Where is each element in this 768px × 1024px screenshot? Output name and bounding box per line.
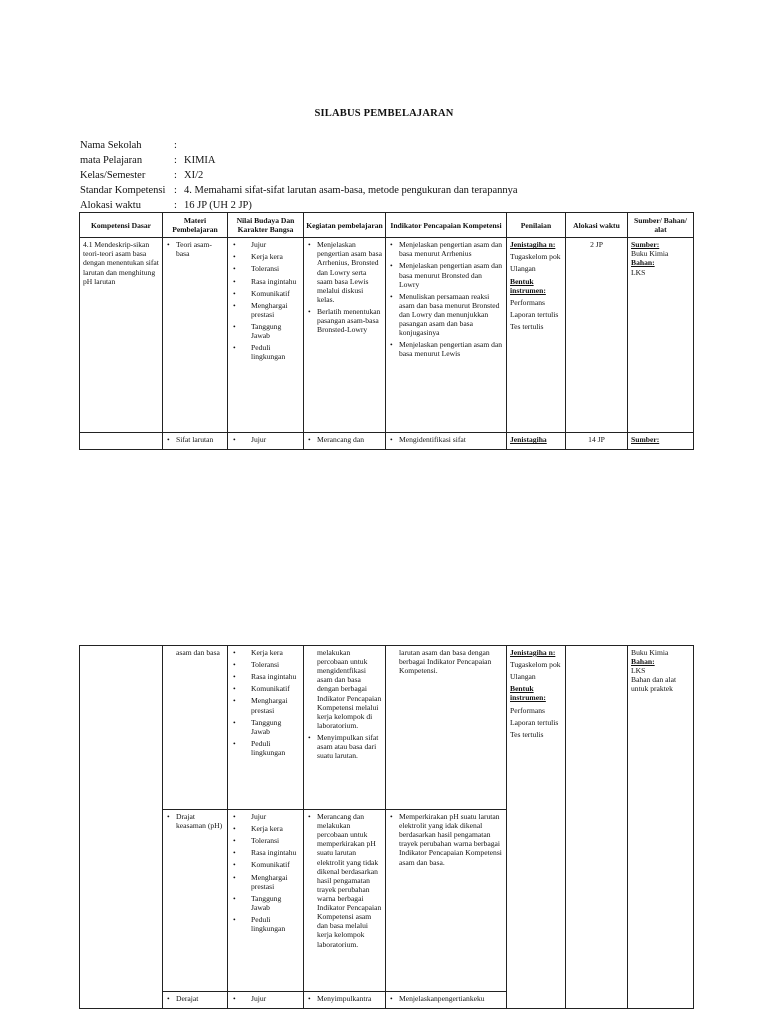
cell-indikator [386, 992, 507, 1009]
cell-penilaian [507, 433, 566, 450]
material-extra: Bahan dan alat untuk praktek [631, 675, 677, 694]
list-item: • Menjelaskan pengertian asam basa Arrhenius, Bronsted dan Lowry serta saam basa Lewis melalui diskusi kelas. [317, 240, 382, 304]
list-item: • Toleransi [251, 660, 300, 669]
table-row [80, 433, 694, 450]
list-item: • Teori asam-basa [176, 240, 224, 258]
cell-indikator [386, 433, 507, 450]
list-item: • Menjelaskan pengertian asam dan basa menurut Bronsted dan Lowry [399, 261, 503, 288]
meta-value: KIMIA [184, 155, 216, 166]
cell-alokasi: 14 JP [566, 433, 628, 450]
activity-text: melakukan percobaan untuk mengidentfikasi asam dan basa dengan berbagai Indikator Pencapaian Kompetensi melalui kerja kelompok di laboratorium. [317, 648, 382, 730]
assessment-item: Tugaskelom pok [510, 660, 561, 670]
table-row [80, 238, 694, 433]
cell-kegiatan [304, 810, 386, 992]
document-metadata [80, 138, 518, 213]
cell-kegiatan [304, 238, 386, 433]
cell-nilai [228, 992, 304, 1009]
assessment-item: Ulangan [510, 264, 536, 274]
source-label: Sumber: [631, 435, 660, 445]
material-value: LKS [631, 267, 646, 277]
assessment-type-label: Jenistagiha n: [510, 240, 556, 250]
assessment-item: Ulangan [510, 672, 536, 682]
cell-alokasi: 2 JP [566, 238, 628, 433]
list-item: • Tanggung Jawab [251, 322, 300, 340]
cell-sumber [628, 238, 694, 433]
instrument-item: Performans [510, 297, 546, 307]
list-item: • Rasa ingintahu [251, 277, 300, 286]
cell-sumber [628, 646, 694, 1009]
cell-materi [163, 238, 228, 433]
meta-row-class [80, 168, 518, 183]
list-item: • Memperkirakan pH suatu larutan elektrolit yang idak dikenal berdasarkan hasil pengamatan trayek perubahan warna berbagai Indikator Pencapaian Kompetensi asam dan basa. [399, 812, 503, 867]
list-item: • Menyimpulkantra [317, 994, 382, 1003]
cell-nilai [228, 238, 304, 433]
cell-nilai [228, 646, 304, 810]
cell-materi [163, 810, 228, 992]
header-materi: Materi Pembelajaran [163, 213, 228, 238]
list-item: • Derajat [176, 994, 224, 1003]
table-header-row [80, 213, 694, 238]
assessment-item: Tugaskelom pok [510, 252, 561, 262]
meta-row-school [80, 138, 518, 153]
cell-materi [163, 433, 228, 450]
list-item: • Komunikatif [251, 860, 300, 869]
material-value: LKS [631, 666, 646, 676]
list-item: • Sifat larutan [176, 435, 224, 444]
list-item: • Rasa ingintahu [251, 672, 300, 681]
instrument-item: Tes tertulis [510, 321, 544, 331]
meta-label: Kelas/Semester [80, 170, 146, 181]
cell-nilai [228, 810, 304, 992]
cell-materi: asam dan basa [163, 646, 228, 810]
header-penilaian: Penilaian [507, 213, 566, 238]
cell-kegiatan [304, 433, 386, 450]
list-item: • Merancang dan melakukan percobaan untuk memperkirakan pH suatu larutan elektrolit yang tidak dikenal berdasarkan hasil pengamatan trayek perubahan warna berbagai Indikator Pencapaian Kompetensi asam dan basa melalui kerja kelompok laboratorium. [317, 812, 382, 949]
list-item: • Tanggung Jawab [251, 894, 300, 912]
list-item: • Merancang dan [317, 435, 382, 444]
list-item: • Menyimpulkan sifat asam atau basa dari suatu larutan. [317, 733, 382, 760]
meta-value: 16 JP (UH 2 JP) [184, 200, 252, 211]
header-kompetensi-dasar: Kompetensi Dasar [80, 213, 163, 238]
meta-colon: : [174, 155, 177, 166]
cell-alokasi [566, 646, 628, 1009]
cell-materi [163, 992, 228, 1009]
cell-kegiatan [304, 992, 386, 1009]
header-kegiatan: Kegiatan pembelajaran [304, 213, 386, 238]
instrument-item: Performans [510, 705, 546, 715]
list-item: • Tanggung Jawab [251, 718, 300, 736]
list-item: • Berlatih menentukan pasangan asam-basa Bronsted-Lowry [317, 307, 382, 334]
meta-label: mata Pelajaran [80, 155, 143, 166]
header-sumber: Sumber/ Bahan/ alat [628, 213, 694, 238]
meta-row-time [80, 198, 518, 213]
list-item: • Rasa ingintahu [251, 848, 300, 857]
list-item: • Peduli lingkungan [251, 915, 300, 933]
meta-row-standard [80, 183, 518, 198]
list-item: • Kerja kera [251, 252, 300, 261]
instrument-item: Tes tertulis [510, 729, 544, 739]
list-item: • Jujur [251, 240, 300, 249]
list-item: • Mengidentifikasi sifat [399, 435, 503, 444]
source-label: Sumber: [631, 240, 660, 250]
meta-colon: : [174, 170, 177, 181]
meta-colon: : [174, 140, 177, 151]
header-indikator: Indikator Pencapaian Kompetensi [386, 213, 507, 238]
material-label: Bahan: [631, 657, 655, 667]
list-item: • Menuliskan persamaan reaksi asam dan basa menurut Bronsted dan Lowry dan menunjukkan pasangan asam dan basa konjugasinya [399, 292, 503, 338]
syllabus-table-continued [79, 645, 694, 1009]
cell-penilaian [507, 646, 566, 1009]
list-item: • Menghargai prestasi [251, 696, 300, 714]
meta-row-subject [80, 153, 518, 168]
list-item: • Peduli lingkungan [251, 343, 300, 361]
meta-label: Standar Kompetensi [80, 185, 166, 196]
list-item: • Jujur [251, 435, 300, 444]
cell-indikator [386, 810, 507, 992]
meta-value: XI/2 [184, 170, 204, 181]
list-item: • Peduli lingkungan [251, 739, 300, 757]
list-item: • Jujur [251, 812, 300, 821]
instrument-item: Laporan tertulis [510, 717, 559, 727]
list-item: • Toleransi [251, 264, 300, 273]
list-item: • Komunikatif [251, 289, 300, 298]
list-item: • Menghargai prestasi [251, 873, 300, 891]
page-title: SILABUS PEMBELAJARAN [314, 108, 454, 119]
list-item: • Menghargai prestasi [251, 301, 300, 319]
cell-kompetensi-dasar [80, 646, 163, 1009]
header-alokasi: Alokasi waktu [566, 213, 628, 238]
header-nilai-budaya: Nilai Budaya Dan Karakter Bangsa [228, 213, 304, 238]
meta-label: Nama Sekolah [80, 140, 142, 151]
meta-value: 4. Memahami sifat-sifat larutan asam-basa, metode pengukuran dan terapannya [184, 185, 518, 196]
cell-indikator: larutan asam dan basa dengan berbagai Indikator Pencapaian Kompetensi. [386, 646, 507, 810]
cell-nilai [228, 433, 304, 450]
list-item: • Kerja kera [251, 824, 300, 833]
list-item: • Menjelaskan pengertian asam dan basa menurut Lewis [399, 340, 503, 358]
instrument-label: Bentuk instrumen: [510, 276, 546, 295]
meta-colon: : [174, 185, 177, 196]
assessment-type-label: Jenistagiha n: [510, 648, 556, 657]
assessment-type-label: Jenistagiha [510, 435, 547, 445]
cell-penilaian [507, 238, 566, 433]
meta-label: Alokasi waktu [80, 200, 141, 211]
instrument-item: Laporan tertulis [510, 309, 559, 319]
list-item: • Drajat keasaman (pH) [176, 812, 224, 830]
source-value: Buku Kimia [631, 648, 669, 657]
source-value: Buku Kimia [631, 249, 669, 259]
meta-colon: : [174, 200, 177, 211]
list-item: • Kerja kera [251, 648, 300, 657]
cell-indikator [386, 238, 507, 433]
list-item: • Toleransi [251, 836, 300, 845]
list-item: • Komunikatif [251, 684, 300, 693]
list-item: • Menjelaskan pengertian asam dan basa menurut Arrhenius [399, 240, 503, 258]
cell-kompetensi-dasar [80, 433, 163, 450]
table-row [80, 646, 694, 810]
material-label: Bahan: [631, 258, 655, 268]
syllabus-table [79, 212, 694, 450]
list-item: • Menjelaskanpengertiankeku [399, 994, 503, 1003]
instrument-label: Bentuk instrumen: [510, 684, 546, 703]
cell-kegiatan [304, 646, 386, 810]
cell-kompetensi-dasar: 4.1 Mendeskrip-sikan teori-teori asam basa dengan menentukan sifat larutan dan menghitung pH larutan [80, 238, 163, 433]
list-item: • Jujur [251, 994, 300, 1003]
cell-sumber [628, 433, 694, 450]
